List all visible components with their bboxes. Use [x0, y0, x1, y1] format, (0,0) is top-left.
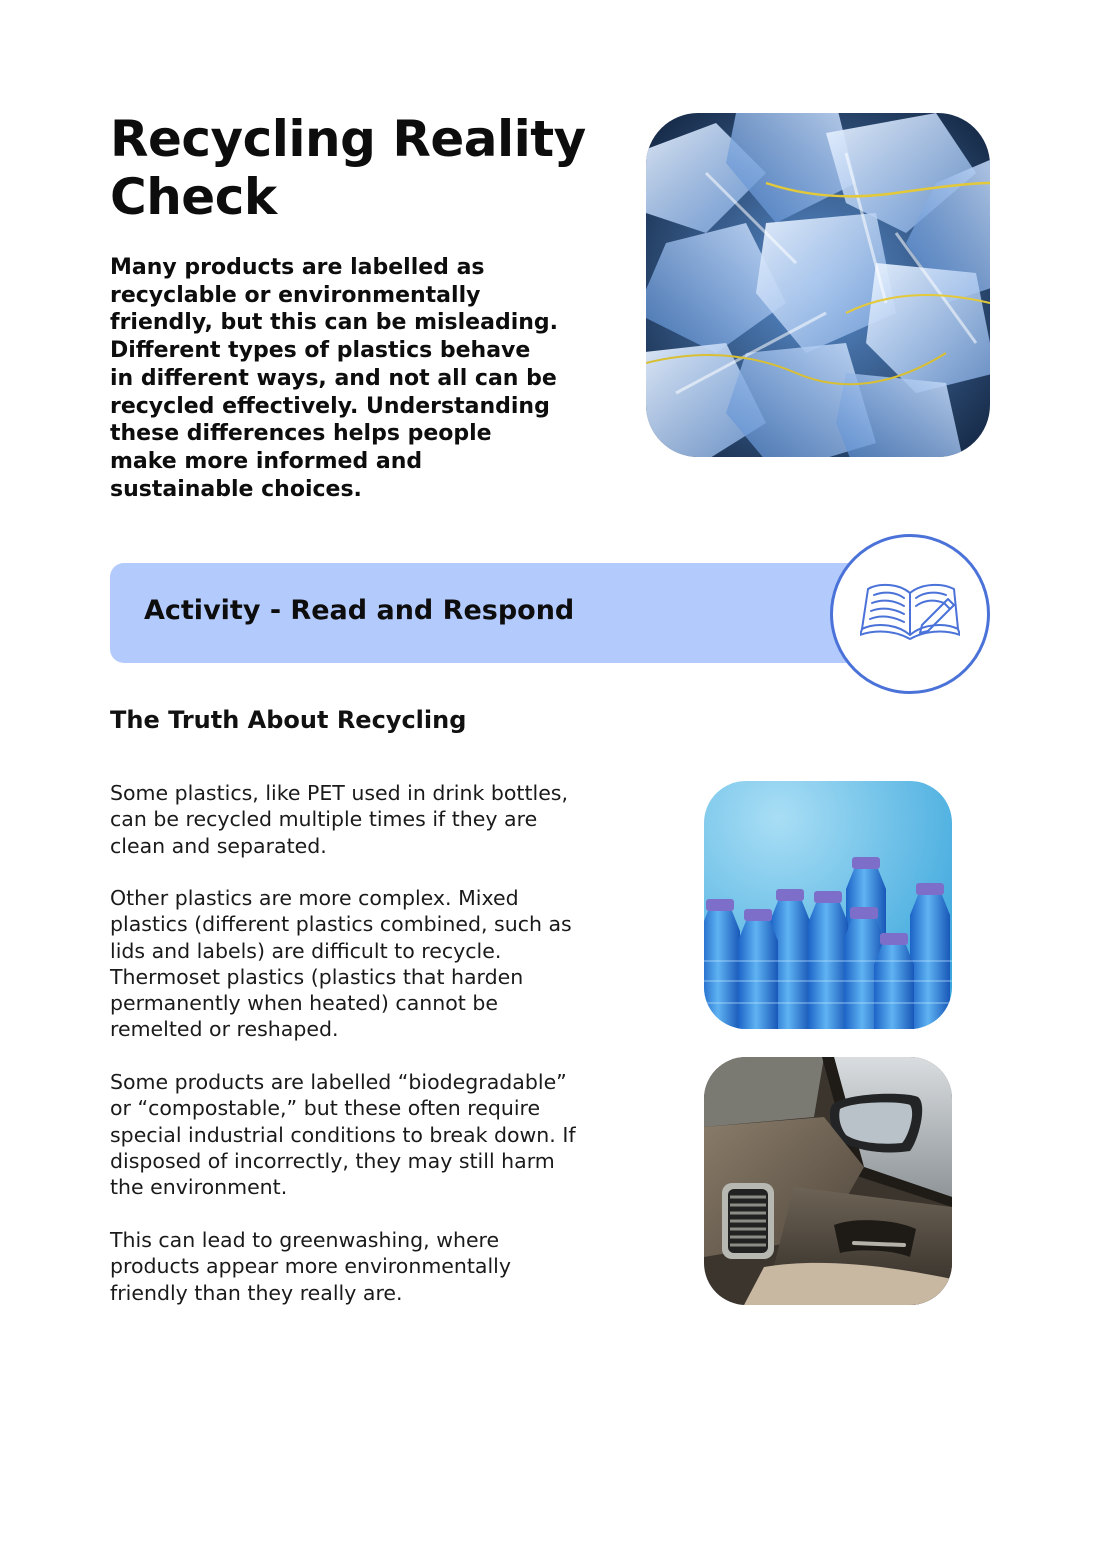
body-paragraph: This can lead to greenwashing, where products appear more environmentally friendly than they really are.	[110, 1228, 512, 1305]
water-bottles-photo	[704, 781, 952, 1029]
page-title: Recycling Reality Check	[110, 110, 586, 226]
open-book-pencil-icon	[860, 579, 960, 643]
body-paragraph: Some plastics, like PET used in drink bottles, can be recycled multiple times if they are clean and separated.	[110, 781, 569, 858]
section-heading: The Truth About Recycling	[110, 706, 467, 734]
intro-paragraph: Many products are labelled as recyclable or environmentally friendly, but this can be misleading. Different types of plastics behave in different ways, and not all can be recycled effectively. Understanding these differences helps people make more informed and sustainable choices.	[110, 255, 559, 502]
body-paragraph: Other plastics are more complex. Mixed plastics (different plastics combined, such as lids and labels) are difficult to recycle. Thermoset plastics (plastics that harden permanently when heated) cannot be remelted or reshaped.	[110, 886, 572, 1042]
activity-banner	[110, 563, 910, 663]
book-badge	[830, 534, 990, 694]
car-interior-photo	[704, 1057, 952, 1305]
plastic-bags-photo	[646, 113, 990, 457]
body-paragraph: Some products are labelled “biodegradable” or “compostable,” but these often require special industrial conditions to break down. If disposed of incorrectly, they may still harm the environment.	[110, 1070, 576, 1200]
activity-title: Activity - Read and Respond	[144, 595, 575, 626]
